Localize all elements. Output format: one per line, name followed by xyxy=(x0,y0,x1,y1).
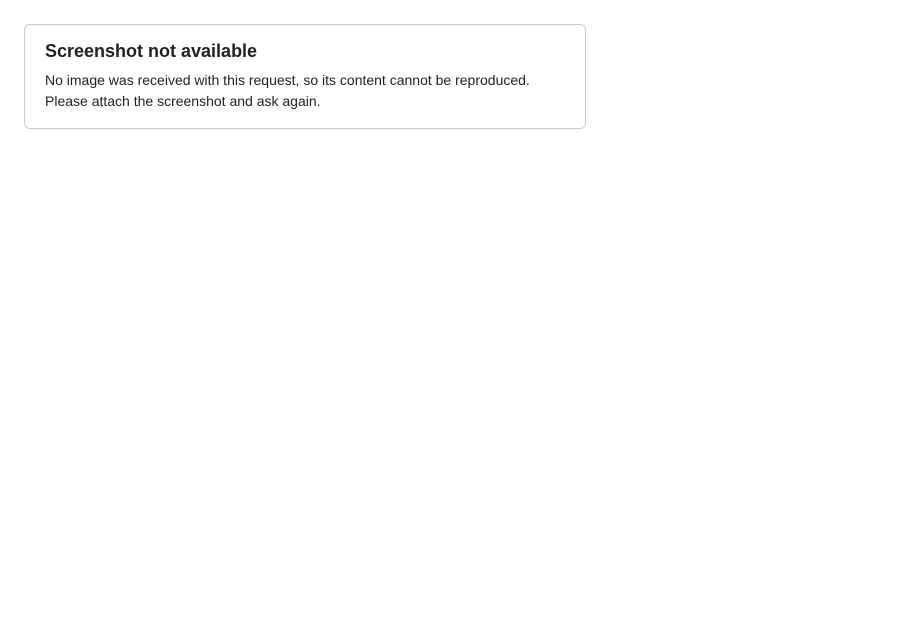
notice-message: No image was received with this request, so its content cannot be reproduced. Please attach the screenshot and ask again. xyxy=(45,72,530,109)
missing-image-notice xyxy=(24,24,586,129)
notice-title: Screenshot not available xyxy=(45,41,258,61)
